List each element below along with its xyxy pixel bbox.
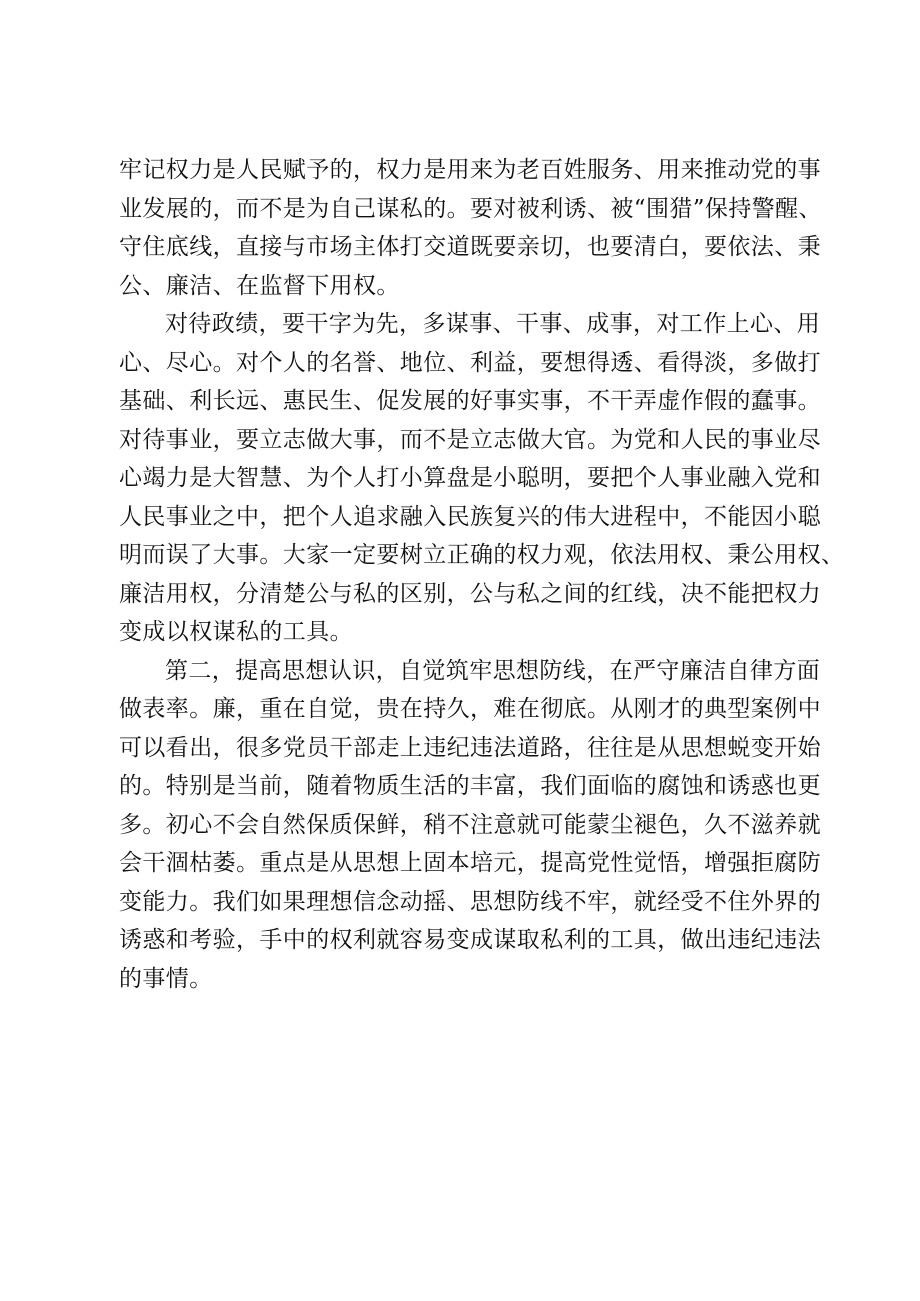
paragraph-2 [119, 305, 845, 652]
text-line: 人民事业之中，把个人追求融入民族复兴的伟大进程中，不能因小聪 [119, 503, 821, 530]
text-line: 诱惑和考验，手中的权利就容易变成谋取私利的工具，做出违纪违法 [119, 927, 821, 953]
text-line: 牢记权力是人民赋予的，权力是用来为老百姓服务、用来推动党的事 [119, 157, 821, 183]
text-line: 变能力。我们如果理想信念动摇、思想防线不牢，就经受不住外界的 [119, 888, 821, 915]
paragraph-3 [119, 652, 819, 999]
text-line: 心、尽心。对个人的名誉、地位、利益，要想得透、看得淡，多做打 [119, 349, 821, 376]
text-line: 第二，提高思想认识，自觉筑牢思想防线，在严守廉洁自律方面 [165, 657, 821, 684]
text-line: 变成以权谋私的工具。 [119, 619, 353, 645]
text-line: 会干涸枯萎。重点是从思想上固本培元，提高党性觉悟，增强拒腐防 [119, 850, 821, 876]
text-line: 的事情。 [119, 965, 213, 992]
text-line: 的。特别是当前，随着物质生活的丰富，我们面临的腐蚀和诱惑也更 [119, 773, 821, 799]
text-line: 心竭力是大智慧、为个人打小算盘是小聪明，要把个人事业融入党和 [119, 465, 821, 491]
text-line: 明而误了大事。大家一定要树立正确的权力观，依法用权、秉公用权、 [119, 542, 845, 568]
text-line: 对待事业，要立志做大事，而不是立志做大官。为党和人民的事业尽 [119, 426, 821, 453]
text-line: 对待政绩，要干字为先，多谋事、干事、成事，对工作上心、用 [165, 311, 821, 337]
text-line: 守住底线，直接与市场主体打交道既要亲切，也要清白，要依法、秉 [119, 234, 821, 260]
paragraph-1 [119, 151, 822, 305]
text-line: 业发展的，而不是为自己谋私的。要对被利诱、被“围猎”保持警醒、 [119, 195, 822, 222]
text-line: 可以看出，很多党员干部走上违纪违法道路，往往是从思想蜕变开始 [119, 734, 821, 761]
text-line: 公、廉洁、在监督下用权。 [119, 272, 400, 299]
document-body [119, 151, 845, 998]
text-line: 廉洁用权，分清楚公与私的区别，公与私之间的红线，决不能把权力 [119, 580, 821, 607]
text-line: 多。初心不会自然保质保鲜，稍不注意就可能蒙尘褪色，久不滋养就 [119, 811, 821, 838]
text-line: 做表率。廉，重在自觉，贵在持久，难在彻底。从刚才的典型案例中 [119, 696, 821, 722]
text-line: 基础、利长远、惠民生、促发展的好事实事，不干弄虚作假的蠢事。 [119, 388, 821, 414]
